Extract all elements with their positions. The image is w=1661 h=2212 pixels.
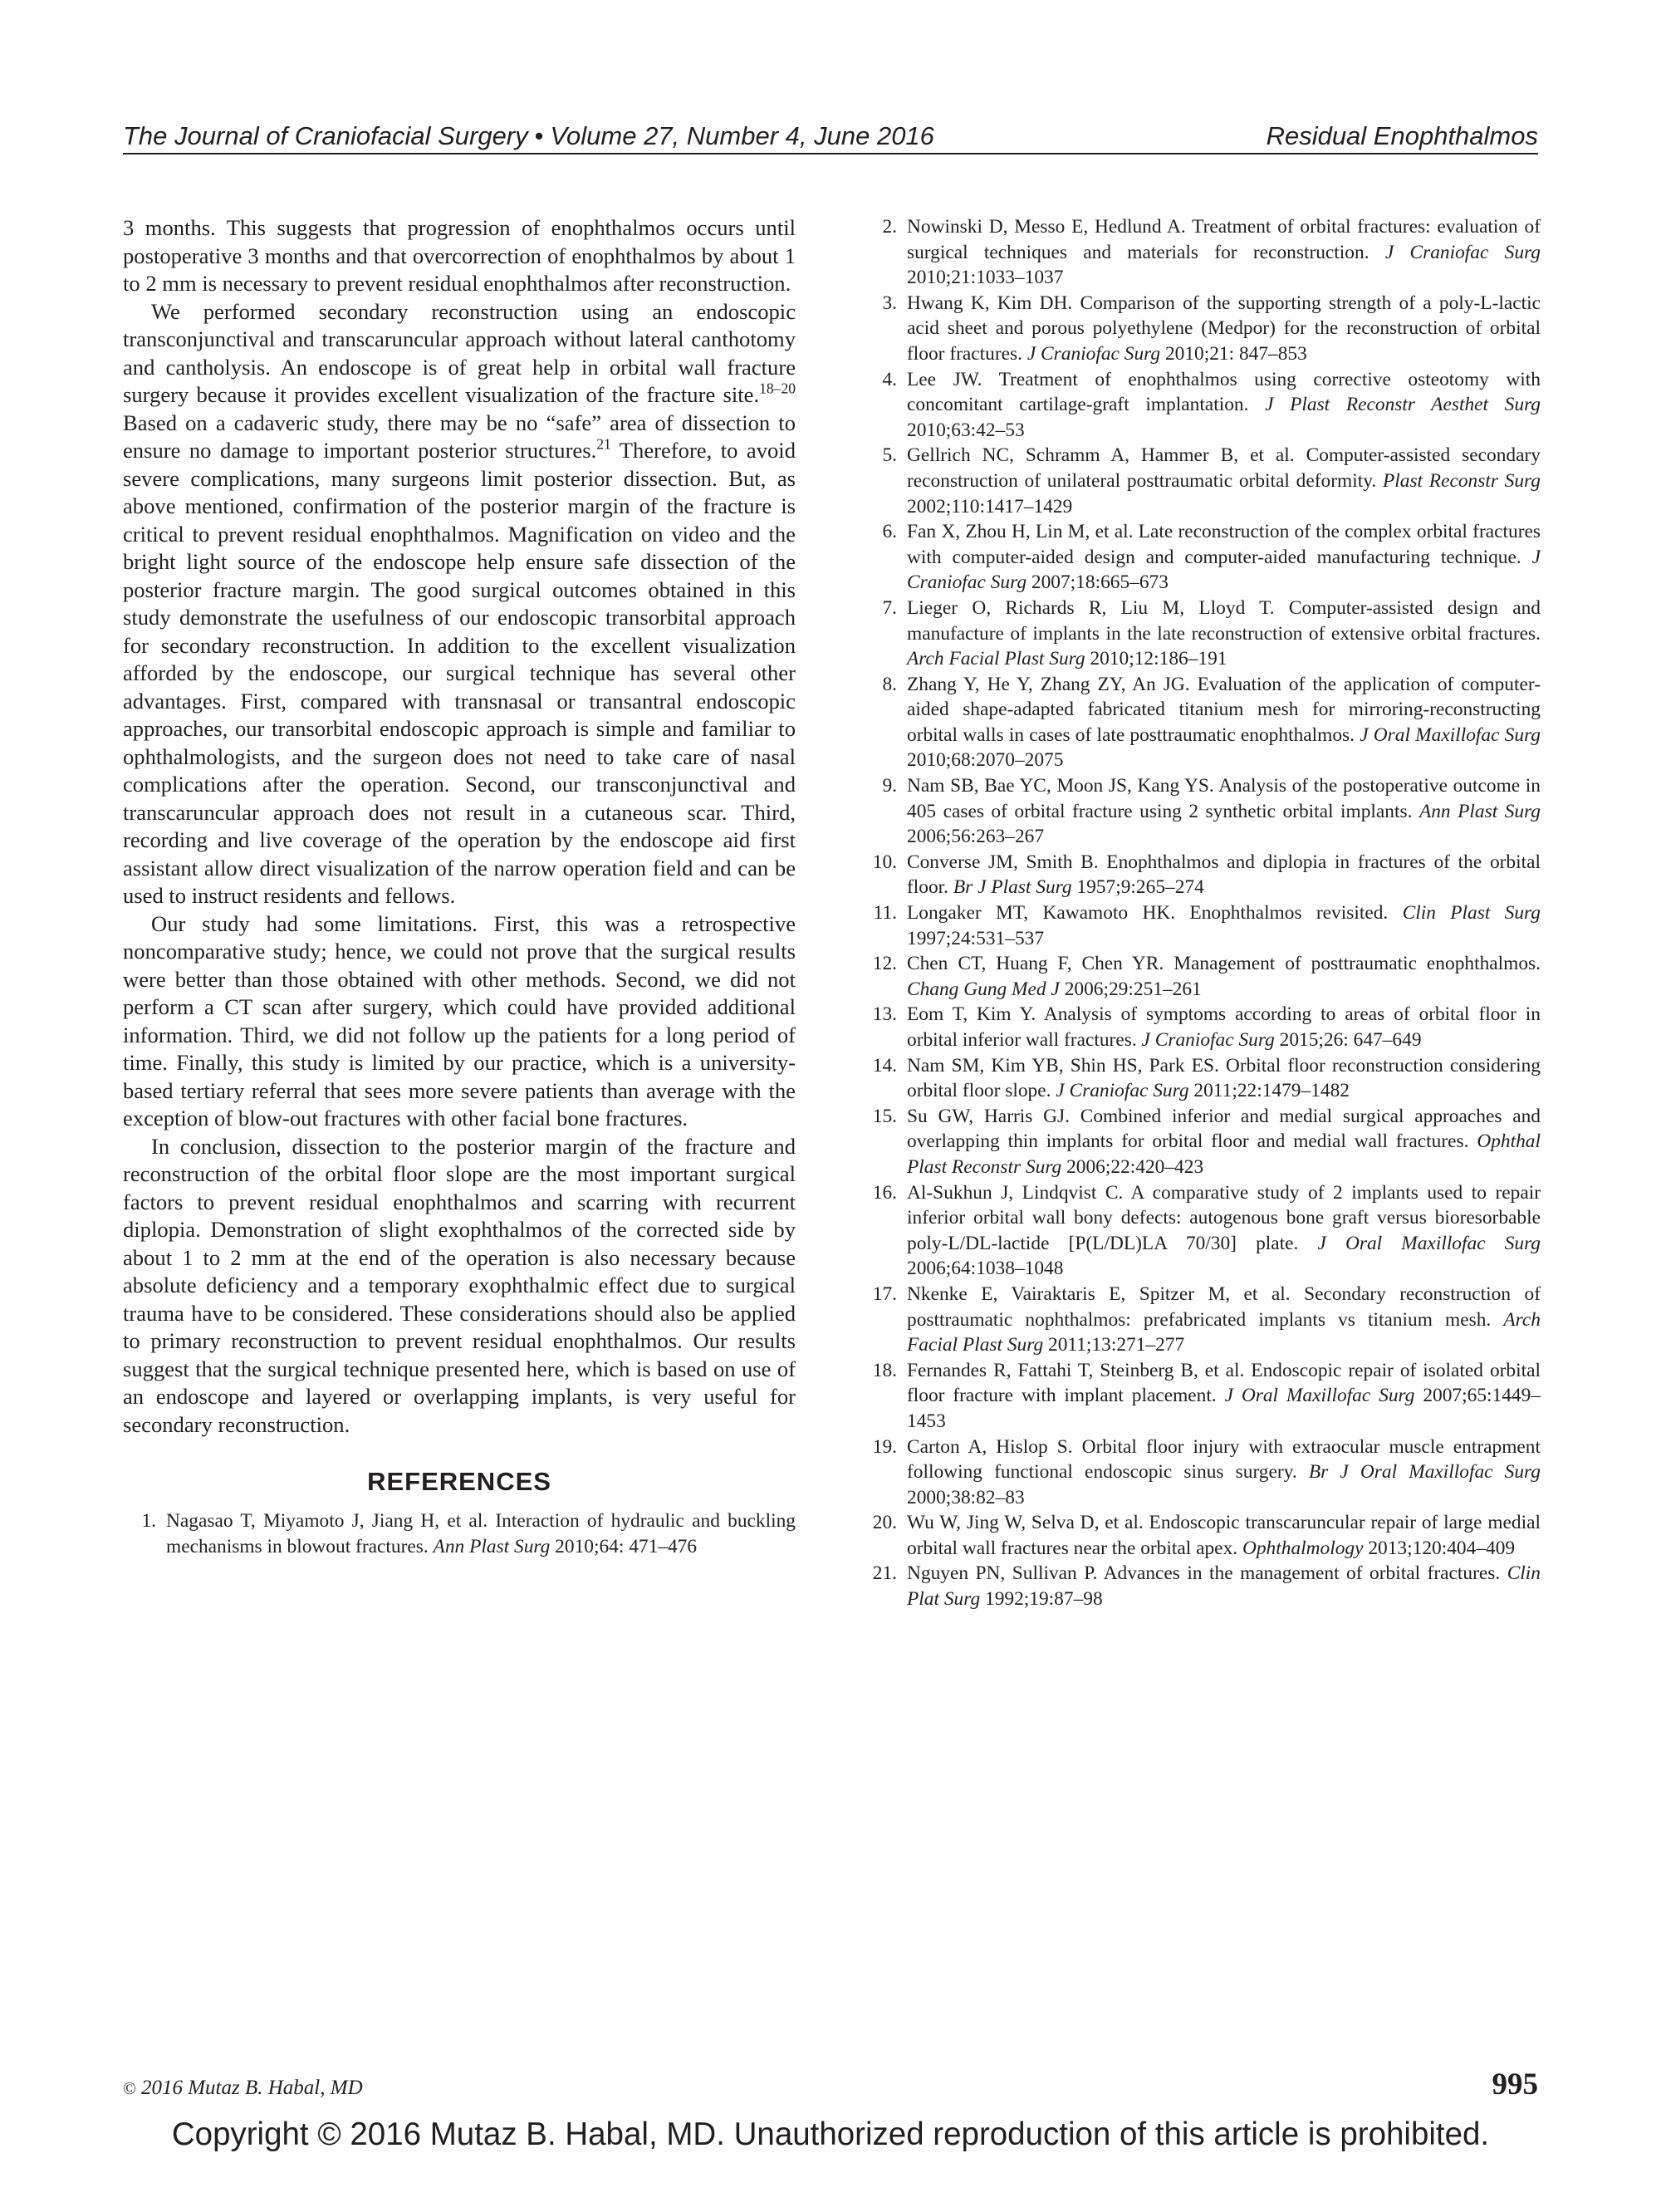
reference-number: 3. [882,292,897,314]
reference-number: 6. [882,521,897,543]
running-title: Residual Enophthalmos [1266,121,1538,150]
reference-item [864,850,1541,900]
reference-item [864,1358,1541,1435]
body-paragraph-4: In conclusion, dissection to the posterior margin of the fracture and reconstruction of the orbital floor slope are the most important surgical factors to prevent residual enophthalmos and scarring with recurrent diplopia. Demonstration of slight exophthalmos of the corrected side by about 1 to 2 mm at the end of the operation is also necessary because absolute deficiency and a temporary exophthalmic effect due to surgical trauma have to be considered. These considerations should also be applied to primary reconstruction to prevent residual enophthalmos. Our results suggest that the surgical technique presented here, which is based on use of an endoscope and layered or overlapping implants, is very useful for secondary reconstruction. [123,1133,796,1437]
reference-authors: Chen CT, Huang F, Chen YR. Management of posttraumatic enophthalmos. [907,953,1541,975]
header-journal-info [123,121,934,151]
reference-number: 17. [872,1283,897,1305]
reference-details: 2007;18:665–673 [1026,571,1169,594]
reference-details: 2010;64: 471–476 [550,1535,698,1557]
reference-number: 20. [872,1512,897,1534]
reference-details: 2015;26: 647–649 [1274,1029,1422,1051]
reference-item [864,1561,1541,1611]
reference-journal: J Craniofac Surg [1141,1029,1275,1051]
reference-details: 2002;110:1417–1429 [907,495,1073,517]
reference-number: 18. [872,1359,897,1381]
reference-details: 1992;19:87–98 [980,1588,1103,1611]
reference-journal: Ophthal Plast Reconstr Surg [907,1131,1541,1178]
reference-number: 9. [882,775,897,797]
paragraph-2-text-c: Therefore, to avoid severe complications, many surgeons limit posterior dissection. But, as above mentioned, confirmation of the posterior margin of the fracture is critical to prevent residual enophthalmos. Magnification on video and the bright light source of the endoscope help ensure safe dissection of the posterior fracture margin. The good surgical outcomes obtained in this study demonstrate the usefulness of our endoscopic transorbital approach for secondary reconstruction. In addition to the excellent visualization afforded by the endoscope, our surgical technique has several other advantages. First, compared with transnasal or transantral endoscopic approaches, our transorbital endoscopic approach is simple and familiar to ophthalmologists, and the surgeon does not need to take care of nasal complications after the operation. Second, our transconjunctival and transcaruncular approach does not result in a cutaneous scar. Third, recording and live coverage of the operation by the endoscope aid first assistant allow direct visualization of the narrow operation field and can be used to instruct residents and fellows. [123,438,796,908]
reference-journal: J Craniofac Surg [1056,1080,1189,1102]
reference-item [864,367,1541,444]
citation-18-20: 18–20 [759,380,796,397]
paragraph-2-text-b: Based on a cadaveric study, there may be no “safe” area of dissection to ensure no damage to important posterior structures. [123,410,796,463]
reference-item [123,1508,796,1559]
copyright-notice: Copyright © 2016 Mutaz B. Habal, MD. Unauthorized reproduction of this article is prohibited. [171,2116,1490,2152]
reference-item [864,519,1541,596]
reference-list-right [864,214,1541,1612]
reference-authors: Hwang K, Kim DH. Comparison of the supporting strength of a poly-L-lactic acid sheet and porous polyethylene (Medpor) for the reconstruction of orbital floor fractures. [907,292,1541,365]
reference-journal: J Craniofac Surg [1384,241,1541,263]
reference-authors: Wu W, Jing W, Selva D, et al. Endoscopic transcaruncular repair of large medial orbital wall fractures near the orbital apex. [907,1512,1541,1559]
reference-details: 2006;22:420–423 [1061,1155,1204,1178]
reference-journal: J Oral Maxillofac Surg [1317,1232,1541,1254]
reference-details: 1957;9:265–274 [1071,876,1204,899]
reference-journal: Plast Reconstr Surg [1382,469,1541,492]
reference-item [864,1282,1541,1358]
reference-journal: J Craniofac Surg [907,546,1541,594]
reference-details: 2010;68:2070–2075 [907,749,1064,772]
reference-journal: J Craniofac Surg [1026,342,1161,365]
reference-journal: Clin Plat Surg [907,1562,1541,1611]
reference-details: 2010;63:42–53 [907,419,1025,441]
paragraph-2-text-a: We performed secondary reconstruction using an endoscopic transconjunctival and transcaruncular approach without lateral canthotomy and cantholysis. An endoscope is of great help in orbital wall fracture surgery because it provides excellent visualization of the fracture site. [123,298,796,407]
reference-number: 7. [882,596,897,619]
reference-authors: Nguyen PN, Sullivan P. Advances in the management of orbital fractures. [907,1562,1507,1585]
reference-item [864,951,1541,1002]
header-separator: • [534,121,544,150]
footer-publisher: 2016 Mutaz B. Habal, MD [140,2077,363,2099]
reference-item [864,900,1541,951]
reference-journal: Arch Facial Plast Surg [907,648,1085,670]
reference-authors: Nkenke E, Vairaktaris E, Spitzer M, et al. Secondary reconstruction of posttraumatic nophthalmos: prefabricated implants vs titanium mesh. [907,1283,1541,1331]
reference-number: 12. [872,953,897,975]
reference-journal: Ophthalmology [1242,1537,1364,1559]
body-paragraph-3: Our study had some limitations. First, this was a retrospective noncomparative study; hence, we could not prove that the surgical results were better than those obtained with other methods. Second, we did not perform a CT scan after surgery, which could have provided additional information. Third, we did not follow up the patients for a long period of time. Finally, this study is limited by our practice, which is a university-based tertiary referral that sees more severe patients than average with the exception of blow-out fractures with other facial bone fractures. [123,910,796,1131]
body-paragraph-1: 3 months. This suggests that progression of enophthalmos occurs until postoperative 3 months and that overcorrection of enophthalmos by about 1 to 2 mm is necessary to prevent residual enophthalmos after reconstruction. [123,215,796,296]
reference-journal: Ann Plast Surg [1418,800,1541,822]
reference-item [864,1104,1541,1180]
reference-authors: Carton A, Hislop S. Orbital floor injury with extraocular muscle entrapment following functional endoscopic sinus surgery. [907,1435,1541,1484]
reference-authors: Al-Sukhun J, Lindqvist C. A comparative study of 2 implants used to repair inferior orbital wall bony defects: autogenous bone graft versus bioresorbable poly-L/DL-lactide [P(L/DL)LA 70/30] plate. [907,1181,1541,1254]
right-column [864,214,1541,1612]
reference-item [864,291,1541,367]
reference-number: 11. [873,902,897,925]
reference-list-left [123,1508,796,1559]
reference-details: 2010;21: 847–853 [1160,342,1307,365]
reference-journal: Chang Gung Med J [907,978,1060,1000]
reference-item [864,1002,1541,1052]
reference-number: 4. [882,368,897,390]
running-header [123,113,1538,151]
reference-details: 2000;38:82–83 [907,1486,1025,1508]
reference-item [864,773,1541,850]
body-paragraph-2 [123,298,796,910]
reference-journal: Clin Plast Surg [1402,902,1541,925]
reference-number: 14. [872,1054,897,1077]
reference-number: 15. [872,1105,897,1127]
reference-authors: Lee JW. Treatment of enophthalmos using corrective osteotomy with concomitant cartilage-graft implantation. [907,368,1541,416]
reference-details: 2011;13:271–277 [1043,1334,1185,1356]
reference-number: 13. [872,1003,897,1026]
reference-journal: Br J Oral Maxillofac Surg [1308,1461,1541,1484]
reference-number: 19. [872,1435,897,1458]
issue-info: Volume 27, Number 4, June 2016 [550,121,934,150]
reference-journal: J Oral Maxillofac Surg [1360,723,1541,746]
footer-copyright [123,2077,363,2100]
reference-details: 2006;64:1038–1048 [907,1258,1064,1280]
reference-number: 8. [882,673,897,695]
reference-item [864,1435,1541,1511]
reference-authors: Nam SM, Kim YB, Shin HS, Park ES. Orbital floor reconstruction considering orbital floor slope. [907,1054,1541,1102]
references-heading: REFERENCES [367,1467,551,1496]
reference-details: 2006;29:251–261 [1059,978,1202,1000]
reference-details: 2010;21:1033–1037 [907,267,1064,289]
reference-item [864,672,1541,773]
reference-item [864,443,1541,519]
reference-item [864,214,1541,291]
reference-details: 2011;22:1479–1482 [1188,1080,1350,1102]
citation-21: 21 [596,435,611,453]
reference-authors: Su GW, Harris GJ. Combined inferior and medial surgical approaches and overlapping thin implants for orbital floor and medial wall fractures. [907,1105,1541,1153]
left-column [123,214,796,1559]
reference-details: 2013;120:404–409 [1363,1537,1516,1559]
reference-authors: Converse JM, Smith B. Enophthalmos and diplopia in fractures of the orbital floor. [907,851,1541,899]
copyright-symbol: © [123,2078,136,2098]
reference-authors: Gellrich NC, Schramm A, Hammer B, et al. Computer-assisted secondary reconstruction of unilateral posttraumatic orbital deformity. [907,444,1541,492]
reference-journal: J Plast Reconstr Aesthet Surg [1265,394,1541,416]
reference-authors: Nagasao T, Miyamoto J, Jiang H, et al. Interaction of hydraulic and buckling mechanisms in blowout fractures. [166,1510,796,1557]
reference-authors: Fernandes R, Fattahi T, Steinberg B, et al. Endoscopic repair of isolated orbital floor fracture with implant placement. [907,1359,1541,1407]
reference-journal: Ann Plast Surg [433,1535,551,1557]
reference-authors: Longaker MT, Kawamoto HK. Enophthalmos revisited. [907,902,1403,925]
reference-details: 2007;65:1449–1453 [907,1385,1541,1432]
reference-item [864,1510,1541,1561]
journal-title: The Journal of Craniofacial Surgery [123,121,528,150]
reference-number: 16. [872,1181,897,1204]
reference-details: 2006;56:263–267 [907,826,1045,848]
reference-authors: Eom T, Kim Y. Analysis of symptoms according to areas of orbital floor in orbital inferior wall fractures. [907,1003,1541,1051]
reference-journal: J Oral Maxillofac Surg [1224,1385,1415,1407]
reference-number: 2. [882,216,897,238]
reference-item [864,1180,1541,1282]
reference-item [864,1053,1541,1104]
reference-authors: Fan X, Zhou H, Lin M, et al. Late reconstruction of the complex orbital fractures with computer-aided design and computer-aided manufacturing technique. [907,521,1541,568]
reference-authors: Lieger O, Richards R, Liu M, Lloyd T. Computer-assisted design and manufacture of implants in the late reconstruction of extensive orbital fractures. [907,596,1541,645]
header-rule [123,153,1538,154]
reference-details: 1997;24:531–537 [907,927,1045,949]
reference-number: 21. [872,1562,897,1585]
reference-number: 1. [141,1510,156,1532]
page-number: 995 [1492,2067,1538,2102]
reference-item [864,596,1541,672]
reference-number: 10. [872,851,897,873]
reference-authors: Nowinski D, Messo E, Hedlund A. Treatment of orbital fractures: evaluation of surgical techniques and materials for reconstruction. [907,216,1541,263]
reference-journal: Br J Plast Surg [953,876,1072,899]
reference-authors: Nam SB, Bae YC, Moon JS, Kang YS. Analysis of the postoperative outcome in 405 cases of orbital fracture using 2 synthetic orbital implants. [907,775,1541,822]
reference-number: 5. [882,444,897,467]
reference-details: 2010;12:186–191 [1085,648,1227,670]
reference-authors: Zhang Y, He Y, Zhang ZY, An JG. Evaluation of the application of computer-aided shape-adapted fabricated titanium mesh for mirroring-reconstructing orbital walls in cases of late posttraumatic enophthalmos. [907,673,1541,746]
reference-journal: Arch Facial Plast Surg [907,1308,1541,1356]
